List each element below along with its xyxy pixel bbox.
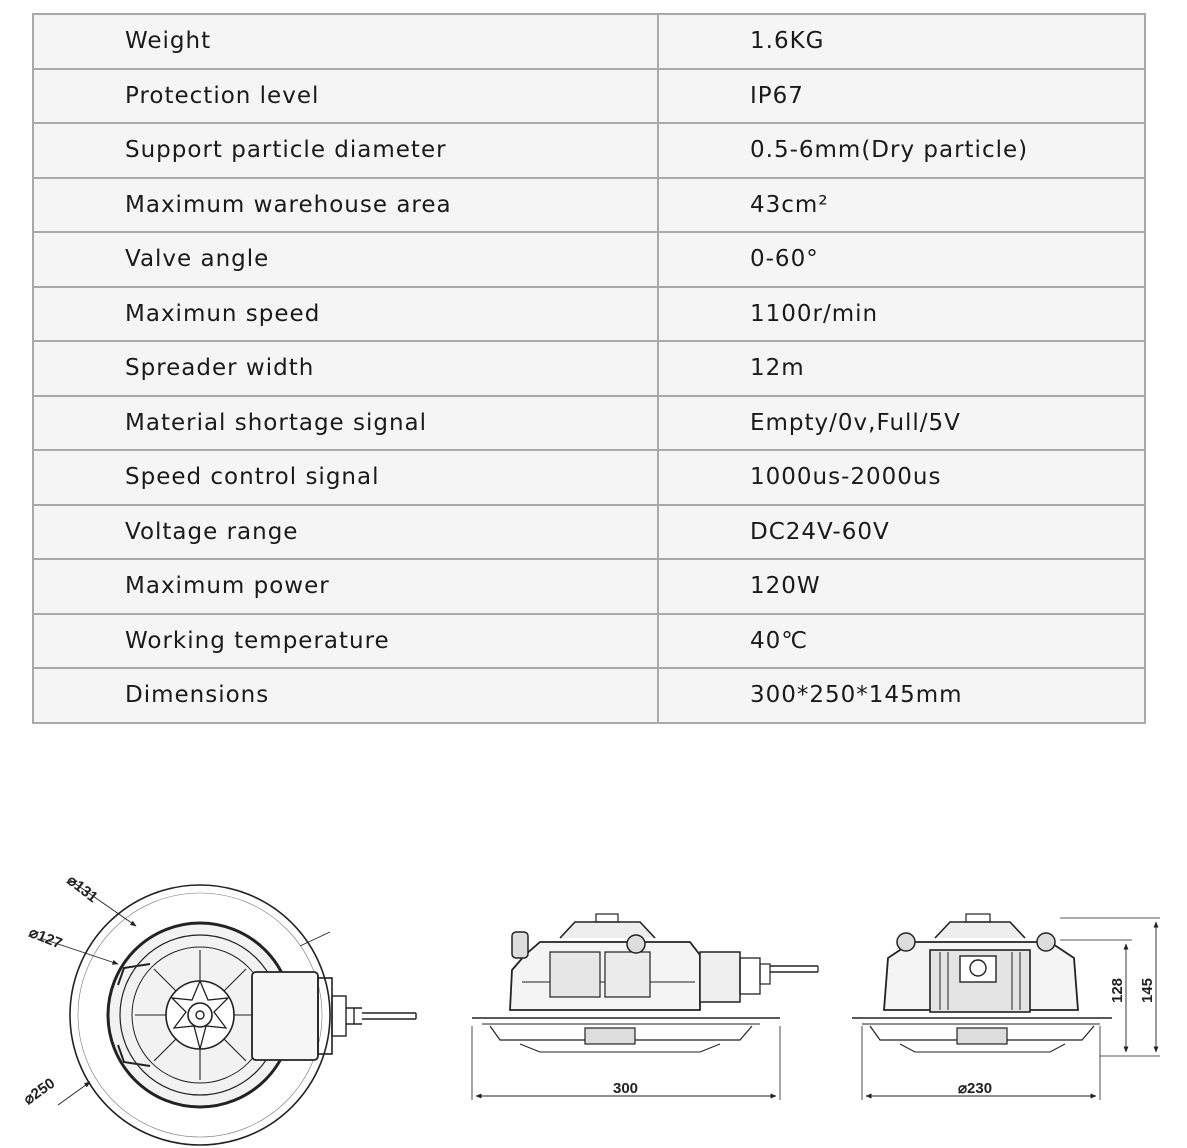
table-row: [33, 178, 1145, 233]
spec-label: Support particle diameter: [33, 123, 658, 178]
dim-230-label: ⌀230: [958, 1080, 993, 1097]
spec-label: Voltage range: [33, 505, 658, 560]
spec-label: Maximum warehouse area: [33, 178, 658, 233]
spec-value: DC24V-60V: [658, 505, 1145, 560]
table-row: [33, 396, 1145, 451]
dim-128-label: 128: [1109, 977, 1126, 1003]
spec-label: Material shortage signal: [33, 396, 658, 451]
table-row: [33, 69, 1145, 124]
spec-value: 40℃: [658, 614, 1145, 669]
spec-value: Empty/0v,Full/5V: [658, 396, 1145, 451]
table-row: [33, 14, 1145, 69]
spec-label: Spreader width: [33, 341, 658, 396]
spec-value: 43cm²: [658, 178, 1145, 233]
table-row: [33, 341, 1145, 396]
spec-label: Protection level: [33, 69, 658, 124]
table-row: [33, 505, 1145, 560]
spec-value: 1100r/min: [658, 287, 1145, 342]
table-row: [33, 287, 1145, 342]
spec-table: [32, 13, 1146, 724]
table-row: [33, 450, 1145, 505]
technical-drawing: [0, 860, 1187, 1148]
spec-value: 300*250*145mm: [658, 668, 1145, 723]
dim-300-label: 300: [613, 1080, 639, 1097]
dim-145-label: 145: [1139, 977, 1156, 1003]
spec-value: 1.6KG: [658, 14, 1145, 69]
spec-label: Weight: [33, 14, 658, 69]
table-row: [33, 232, 1145, 287]
side-view-drawing: [472, 914, 818, 1100]
spec-label: Speed control signal: [33, 450, 658, 505]
spec-value: 0-60°: [658, 232, 1145, 287]
table-row: [33, 559, 1145, 614]
spec-label: Dimensions: [33, 668, 658, 723]
spec-label: Maximum power: [33, 559, 658, 614]
spec-label: Maximun speed: [33, 287, 658, 342]
dim-250-label: ⌀250: [20, 1074, 59, 1109]
dim-131-label: ⌀131: [63, 871, 101, 907]
table-row: [33, 123, 1145, 178]
spec-value: 120W: [658, 559, 1145, 614]
front-view-drawing: [852, 914, 1160, 1100]
spec-value: 12m: [658, 341, 1145, 396]
spec-value: 0.5-6mm(Dry particle): [658, 123, 1145, 178]
top-view-drawing: [40, 880, 416, 1145]
spec-value: IP67: [658, 69, 1145, 124]
spec-label: Working temperature: [33, 614, 658, 669]
dim-127-label: ⌀127: [26, 923, 65, 953]
spec-label: Valve angle: [33, 232, 658, 287]
table-row: [33, 614, 1145, 669]
spec-value: 1000us-2000us: [658, 450, 1145, 505]
table-row: [33, 668, 1145, 723]
